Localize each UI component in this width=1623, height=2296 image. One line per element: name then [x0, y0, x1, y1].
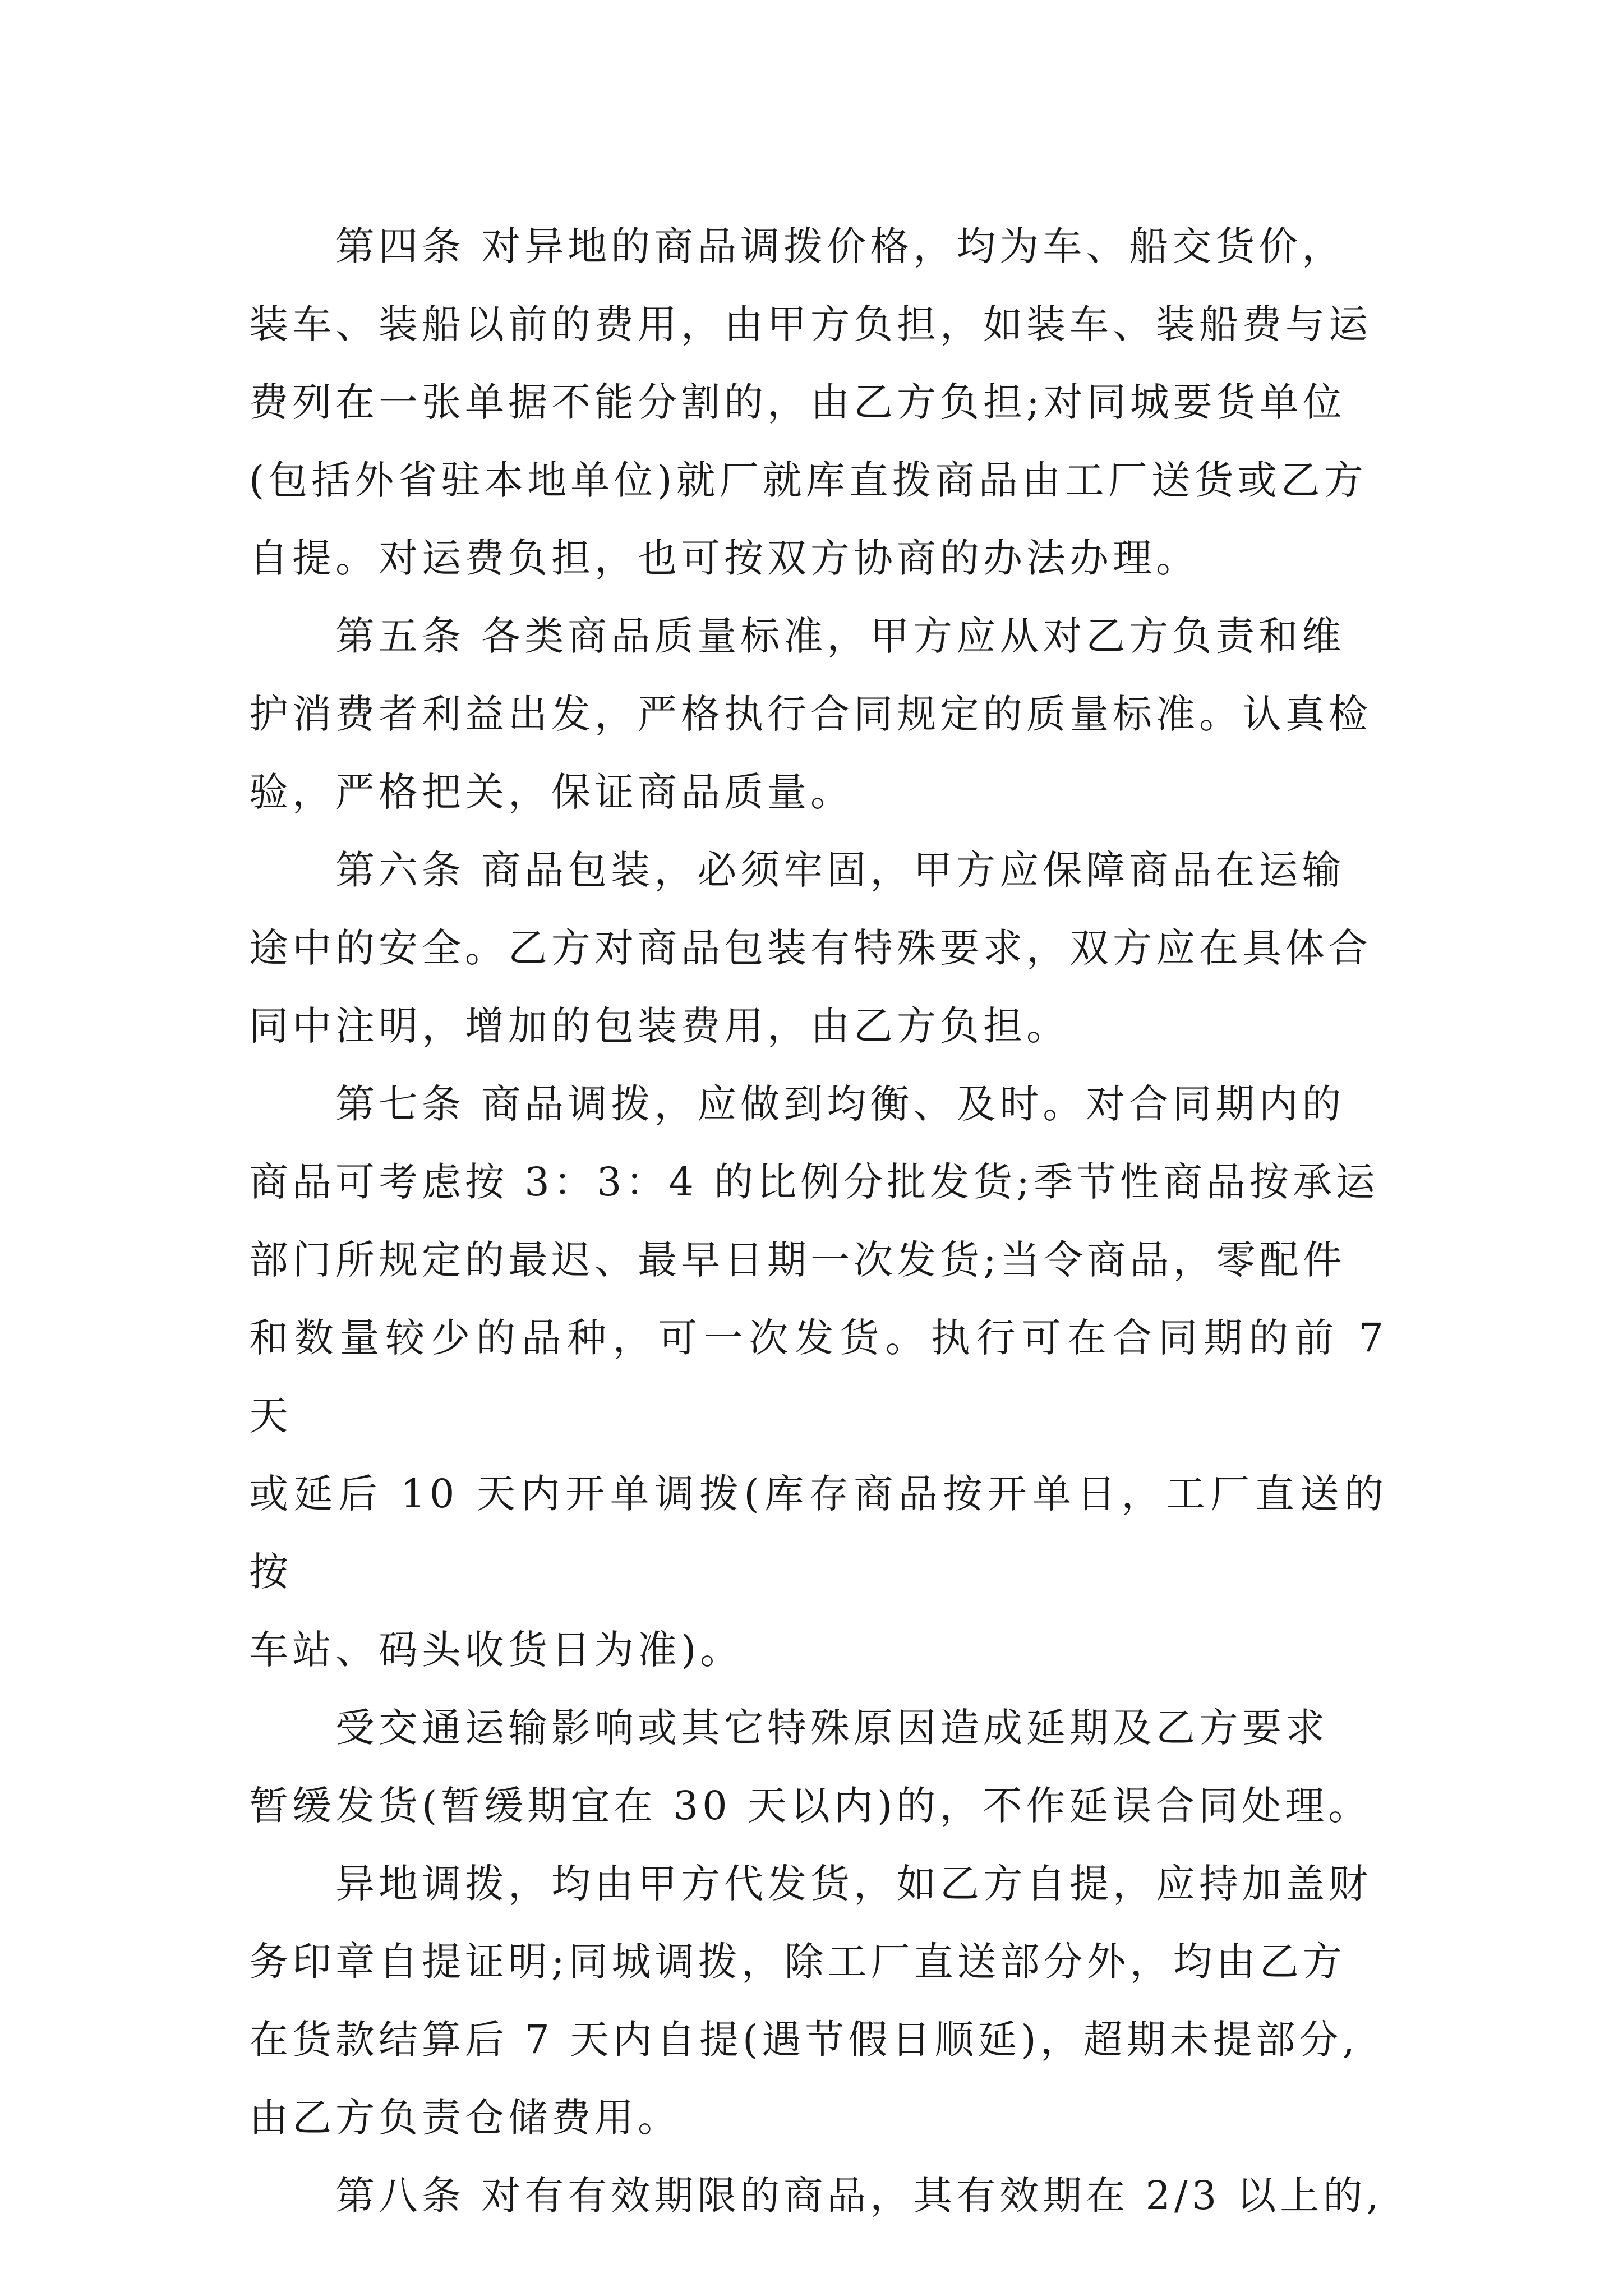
text-line: 务印章自提证明;同城调拨，除工厂直送部分外，均由乙方 [249, 1939, 1346, 1985]
paragraph-delay-clause [249, 1689, 1387, 1845]
text-line: 商品可考虑按 3：3：4 的比例分批发货;季节性商品按承运 [249, 1159, 1379, 1205]
text-line: 第五条 各类商品质量标准，甲方应从对乙方负责和维 [335, 613, 1345, 659]
paragraph-article-7 [249, 1065, 1387, 1689]
text-line: 装车、装船以前的费用，由甲方负担，如装车、装船费与运 [249, 301, 1372, 347]
document-body [249, 208, 1387, 2235]
text-line: 和数量较少的品种，可一次发货。执行可在合同期的前 7 天 [249, 1315, 1387, 1439]
text-line: 验，严格把关，保证商品质量。 [249, 769, 854, 815]
paragraph-article-5 [249, 597, 1387, 831]
text-line: 护消费者利益出发，严格执行合同规定的质量标准。认真检 [249, 691, 1372, 737]
text-line: 部门所规定的最迟、最早日期一次发货;当令商品，零配件 [249, 1237, 1346, 1283]
text-line: 异地调拨，均由甲方代发货，如乙方自提，应持加盖财 [335, 1861, 1372, 1907]
text-line: 在货款结算后 7 天内自提(遇节假日顺延)，超期未提部分, [249, 2017, 1359, 2063]
text-line: 第七条 商品调拨，应做到均衡、及时。对合同期内的 [335, 1081, 1345, 1127]
text-line: 第八条 对有有效期限的商品，其有效期在 2/3 以上的, [335, 2173, 1383, 2219]
text-line: (包括外省驻本地单位)就厂就库直拨商品由工厂送货或乙方 [249, 457, 1367, 503]
text-line: 或延后 10 天内开单调拨(库存商品按开单日，工厂直送的按 [249, 1471, 1387, 1595]
text-line: 费列在一张单据不能分割的，由乙方负担;对同城要货单位 [249, 379, 1346, 425]
text-line: 同中注明，增加的包装费用，由乙方负担。 [249, 1003, 1069, 1049]
text-line: 第四条 对异地的商品调拨价格，均为车、船交货价， [335, 223, 1345, 269]
text-line: 由乙方负责仓储费用。 [249, 2095, 681, 2141]
paragraph-article-6 [249, 831, 1387, 1065]
text-line: 暂缓发货(暂缓期宜在 30 天以内)的，不作延误合同处理。 [249, 1783, 1372, 1829]
paragraph-article-4 [249, 208, 1387, 597]
paragraph-article-8 [249, 2157, 1387, 2235]
paragraph-remote-allocation [249, 1845, 1387, 2157]
text-line: 途中的安全。乙方对商品包装有特殊要求，双方应在具体合 [249, 925, 1372, 971]
text-line: 第六条 商品包装，必须牢固，甲方应保障商品在运输 [335, 847, 1345, 893]
text-line: 受交通运输影响或其它特殊原因造成延期及乙方要求 [335, 1705, 1329, 1751]
text-line: 车站、码头收货日为准)。 [249, 1627, 744, 1673]
text-line: 自提。对运费负担，也可按双方协商的办法办理。 [249, 535, 1199, 581]
